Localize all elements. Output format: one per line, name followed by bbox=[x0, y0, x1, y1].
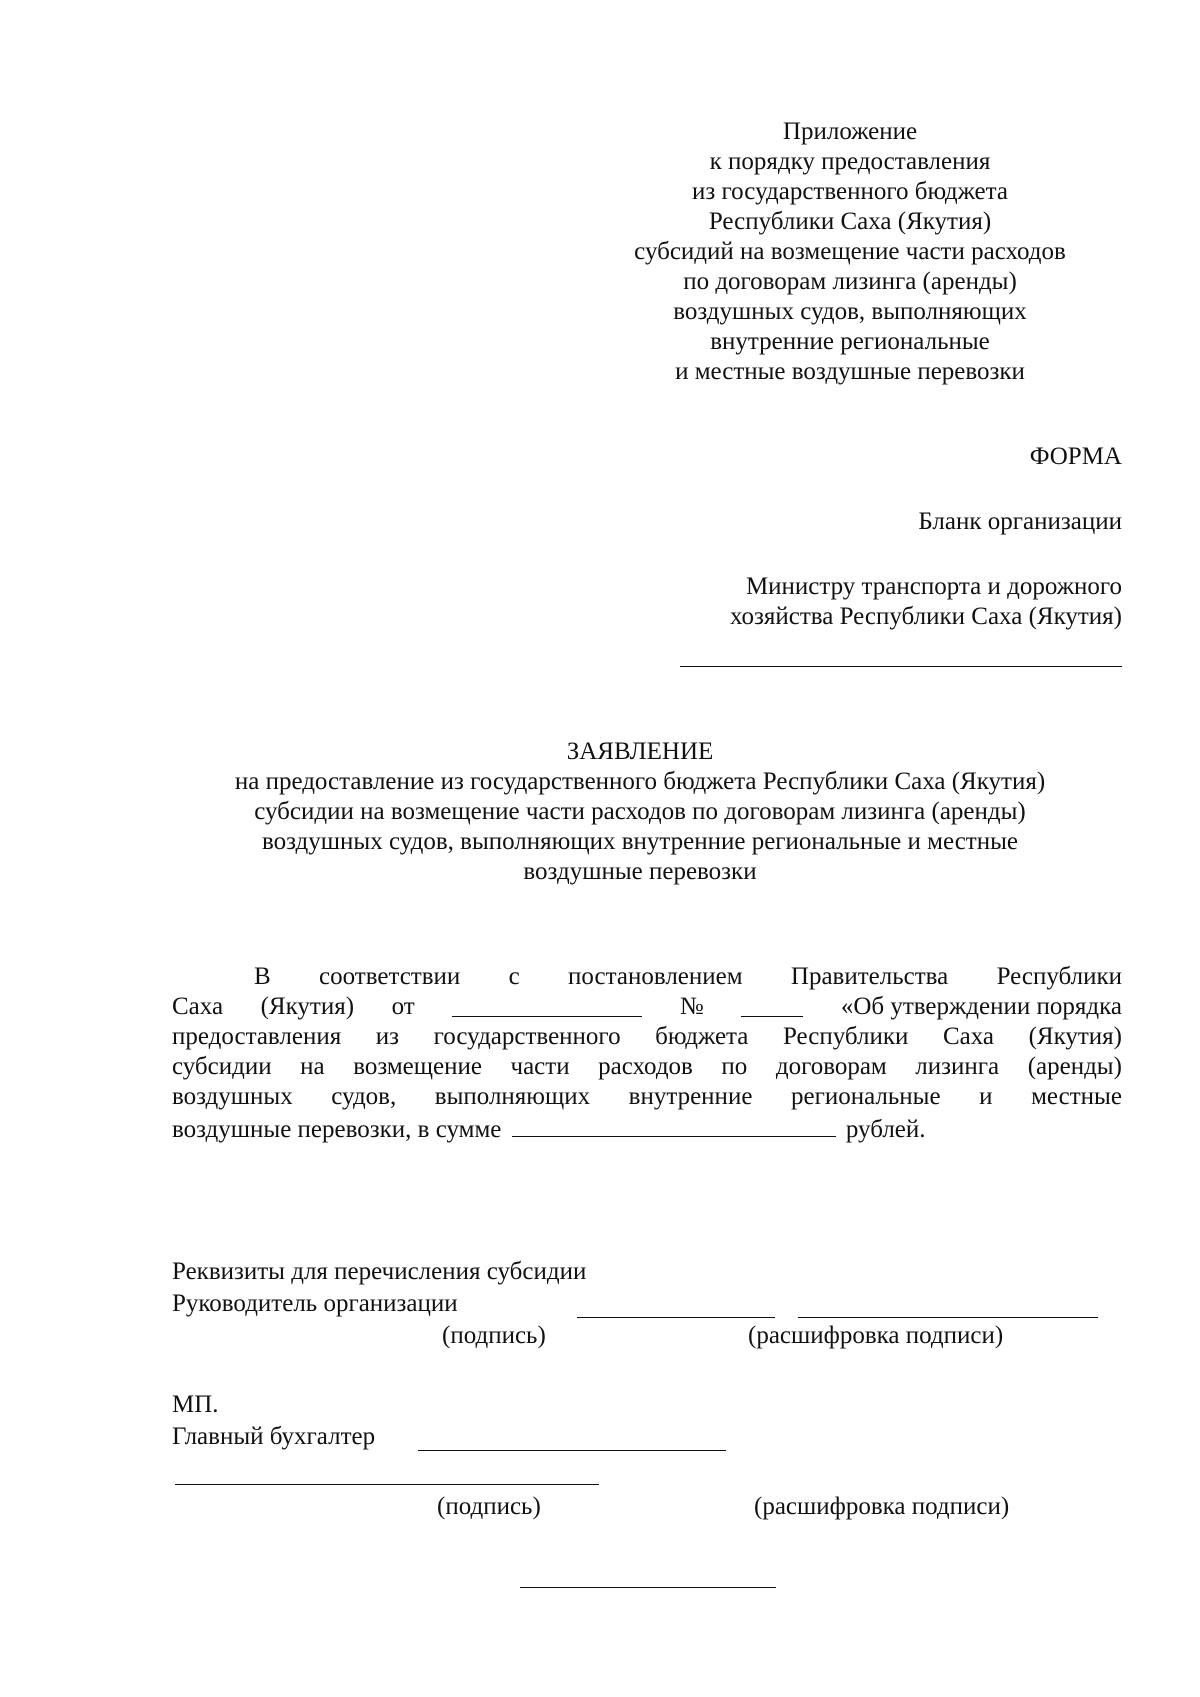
appendix-line: к порядку предоставления bbox=[709, 148, 991, 175]
appendix-header bbox=[600, 117, 1100, 387]
accountant-signature-blank[interactable] bbox=[418, 1450, 726, 1451]
form-label: ФОРМА bbox=[1029, 443, 1122, 470]
accountant-decryption-caption: (расшифровка подписи) bbox=[754, 1493, 1010, 1520]
application-body bbox=[172, 962, 1122, 1142]
title-line: воздушные перевозки bbox=[523, 858, 757, 885]
body-line-2: Саха (Якутия) от № «Об утверждении порядка bbox=[172, 993, 1122, 1020]
addressee-line-1: Министру транспорта и дорожного bbox=[745, 573, 1122, 600]
body-line-4: субсидии на возмещение части расходов по договорам лизинга (аренды) bbox=[172, 1053, 1122, 1080]
title-line: на предоставление из государственного бюджета Республики Саха (Якутия) bbox=[234, 768, 1046, 795]
requisites-label: Реквизиты для перечисления субсидии bbox=[172, 1258, 587, 1285]
subsidy-amount-blank[interactable] bbox=[512, 1112, 836, 1137]
document-title bbox=[150, 737, 1130, 887]
title-heading: ЗАЯВЛЕНИЕ bbox=[566, 738, 714, 765]
accountant-label: Главный бухгалтер bbox=[172, 1423, 376, 1450]
appendix-line: и местные воздушные перевозки bbox=[675, 358, 1025, 385]
letterhead-label: Бланк организации bbox=[918, 508, 1122, 535]
body-line-5: воздушных судов, выполняющих внутренние региональные и местные bbox=[172, 1083, 1122, 1110]
head-signature-blank[interactable] bbox=[577, 1317, 775, 1318]
body-line-3: предоставления из государственного бюджета Республики Саха (Якутия) bbox=[172, 1023, 1122, 1050]
resolution-number-blank[interactable] bbox=[741, 992, 803, 1017]
addressee-name-blank bbox=[680, 666, 1122, 667]
stamp-label: МП. bbox=[172, 1391, 219, 1418]
appendix-line: Приложение bbox=[782, 118, 918, 145]
title-line: субсидии на возмещение части расходов по договорам лизинга (аренды) bbox=[254, 798, 1026, 825]
head-decryption-caption: (расшифровка подписи) bbox=[748, 1322, 1004, 1349]
head-label: Руководитель организации bbox=[172, 1290, 458, 1317]
appendix-line: субсидий на возмещение части расходов bbox=[634, 238, 1066, 265]
resolution-date-blank[interactable] bbox=[452, 992, 642, 1017]
appendix-line: по договорам лизинга (аренды) bbox=[683, 268, 1017, 295]
closing-separator bbox=[520, 1587, 776, 1588]
appendix-line: воздушных судов, выполняющих bbox=[673, 298, 1027, 325]
head-signature-caption: (подпись) bbox=[442, 1322, 546, 1349]
appendix-line: из государственного бюджета bbox=[692, 178, 1008, 205]
addressee-line-2: хозяйства Республики Саха (Якутия) bbox=[729, 603, 1122, 630]
accountant-signature-caption: (подпись) bbox=[437, 1493, 541, 1520]
accountant-decryption-blank[interactable] bbox=[175, 1484, 599, 1485]
head-decryption-blank[interactable] bbox=[798, 1317, 1098, 1318]
body-line-1: В соответствии с постановлением Правительства Республики bbox=[254, 963, 1122, 990]
appendix-line: внутренние региональные bbox=[710, 328, 990, 355]
title-line: воздушных судов, выполняющих внутренние региональные и местные bbox=[261, 828, 1018, 855]
addressee bbox=[522, 572, 1122, 632]
appendix-line: Республики Саха (Якутия) bbox=[708, 208, 992, 235]
body-line-6: воздушные перевозки, в сумме рублей. bbox=[172, 1112, 1122, 1142]
